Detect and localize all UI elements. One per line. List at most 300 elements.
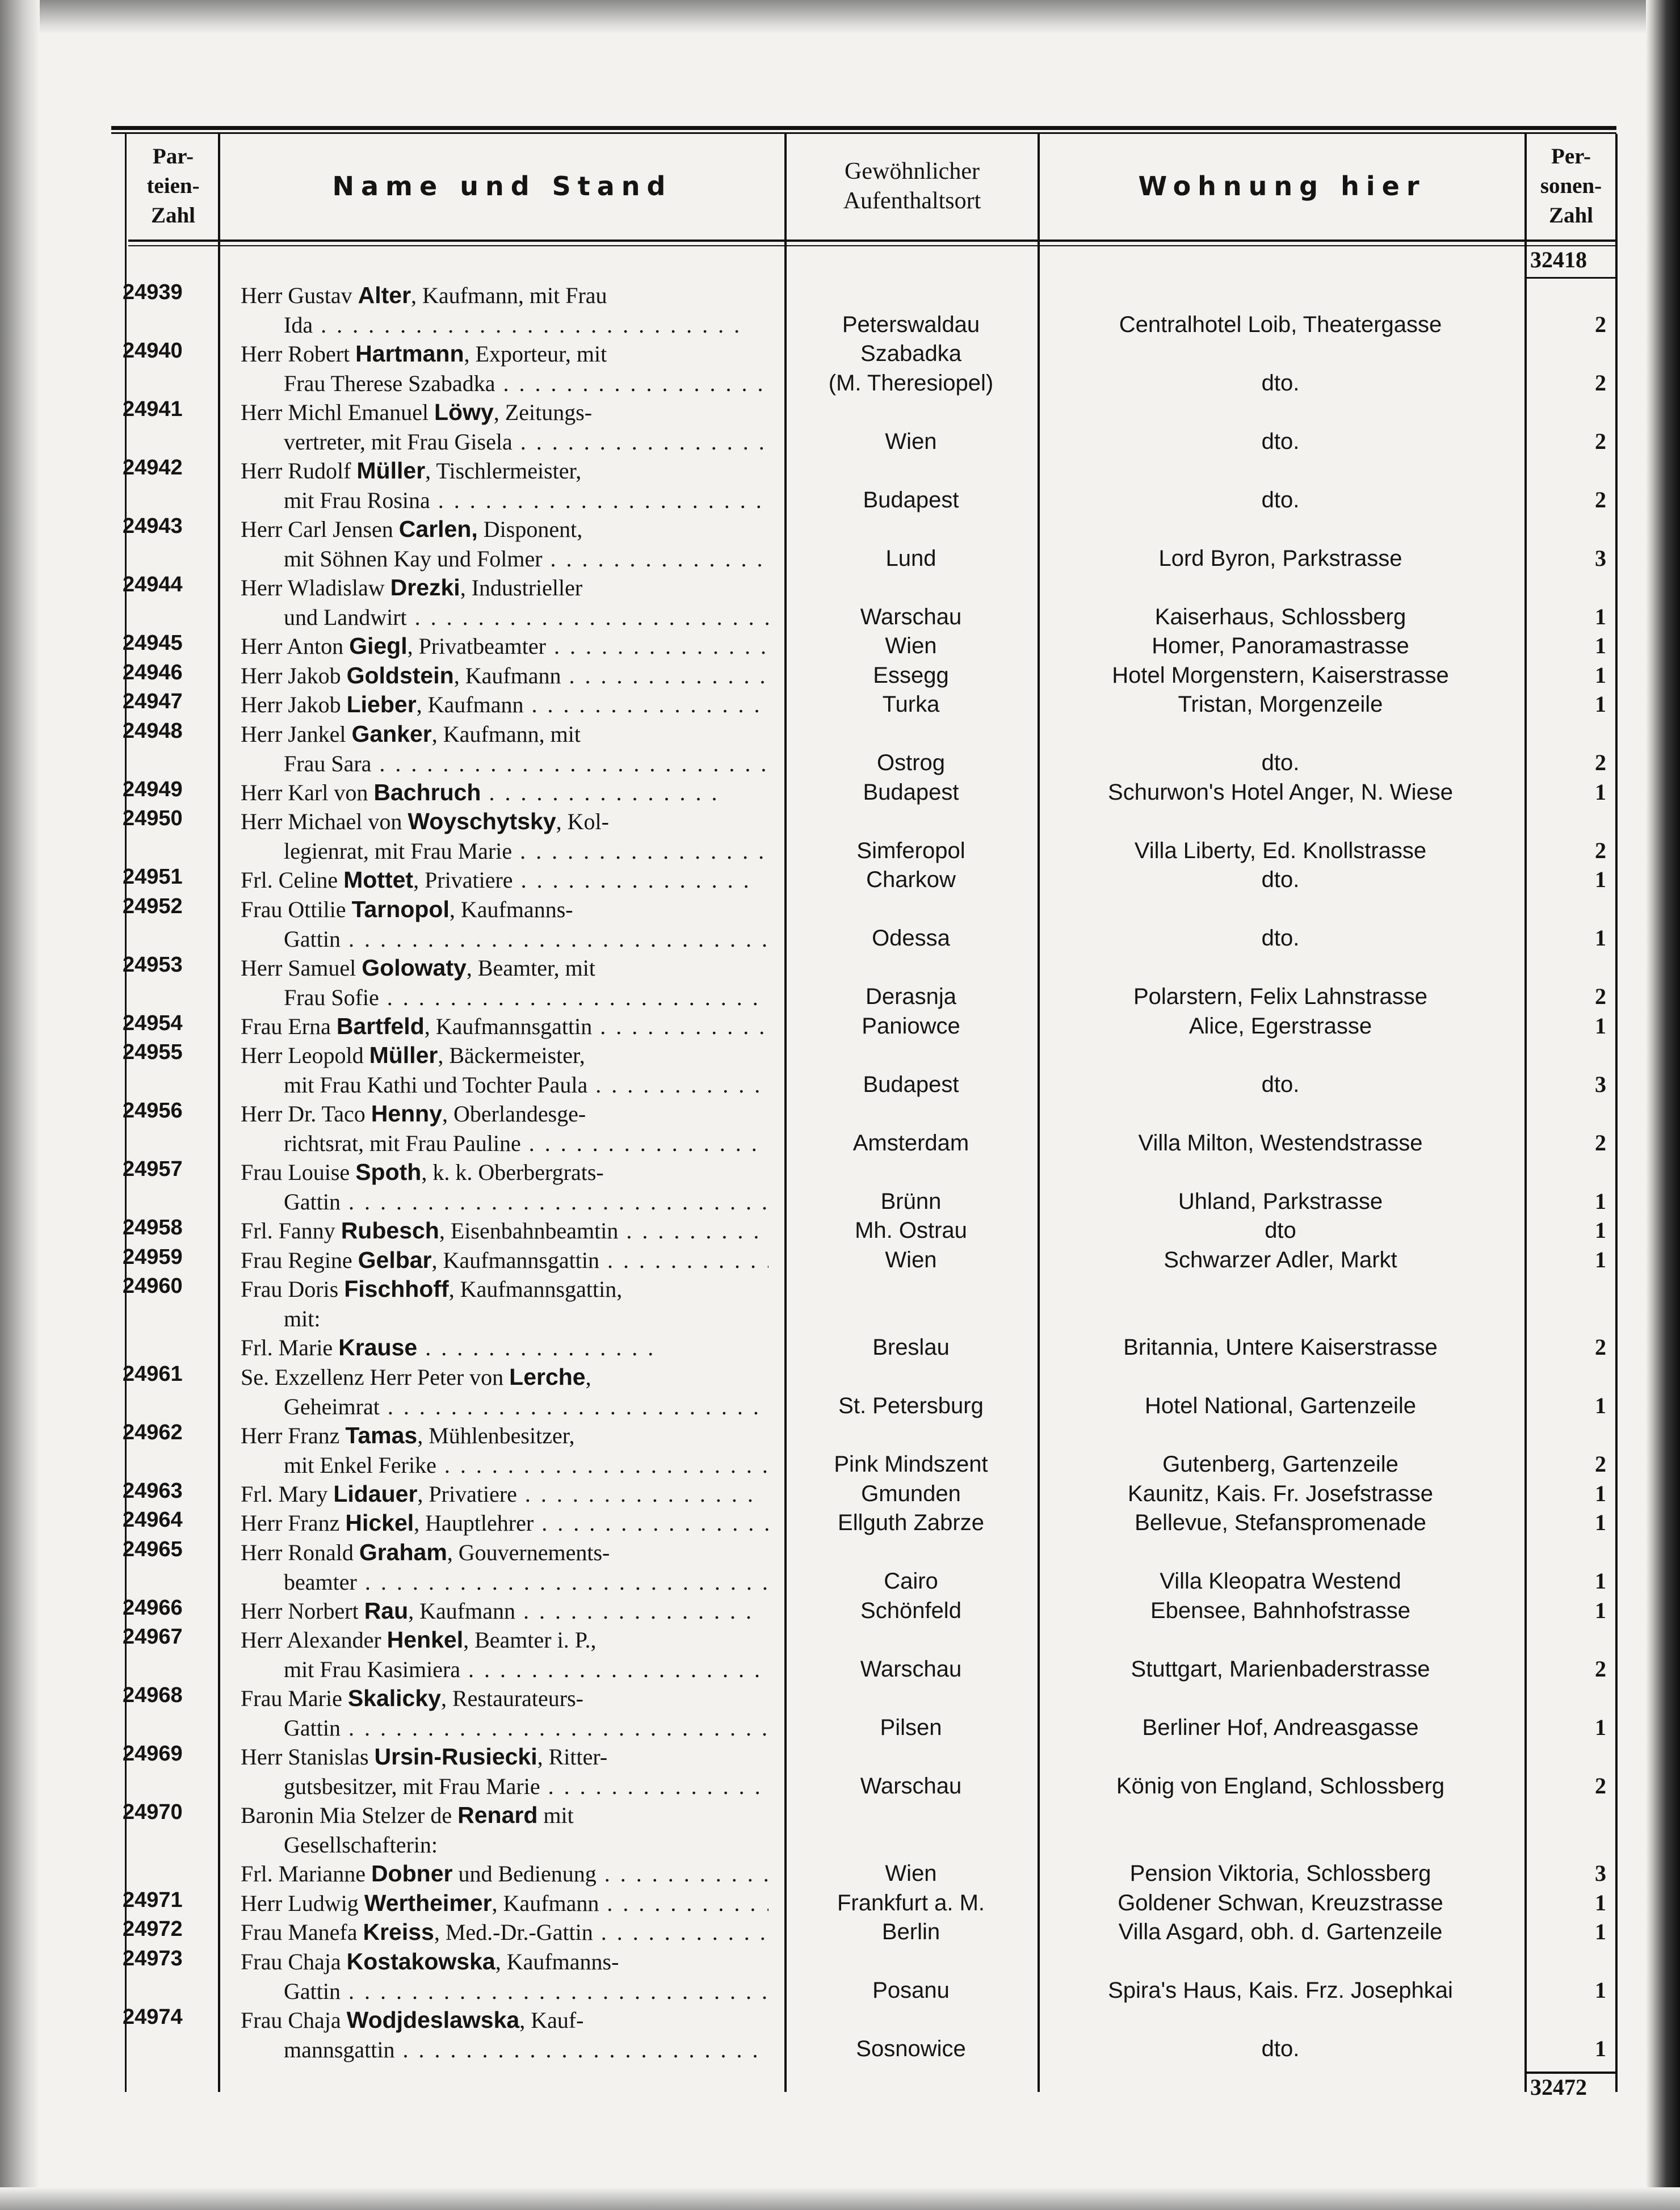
- party-number: 24967: [123, 1625, 183, 1649]
- guest-name-and-status: [241, 573, 768, 632]
- name-prefix: Herr Dr. Taco: [241, 1101, 371, 1127]
- party-number: 24950: [123, 806, 183, 830]
- table-row: [0, 1421, 1680, 1479]
- table-row: [0, 1683, 1680, 1742]
- surname: Woyschytsky: [408, 808, 556, 834]
- surname: Gelbar: [358, 1246, 432, 1273]
- surname: Alter: [358, 282, 411, 308]
- local-dwelling: Goldener Schwan, Kreuzstrasse: [1118, 1890, 1443, 1915]
- usual-residence: Sosnowice: [856, 2036, 966, 2061]
- name-prefix: Frl. Mary: [241, 1481, 334, 1507]
- name-prefix: Herr Norbert: [241, 1598, 364, 1624]
- guest-name-and-status: [241, 280, 768, 340]
- surname: Tamas: [345, 1422, 418, 1448]
- name-suffix: , Kaufmann: [408, 1598, 515, 1624]
- header-party-number: [128, 136, 218, 236]
- surname: Bachruch: [373, 779, 481, 805]
- usual-residence: Budapest: [863, 1072, 959, 1097]
- surname: Lieber: [346, 691, 417, 717]
- party-number: 24946: [123, 660, 183, 684]
- local-dwelling: Alice, Egerstrasse: [1188, 1013, 1372, 1039]
- local-dwelling: dto.: [1261, 1072, 1300, 1097]
- name-prefix: Herr Leopold: [241, 1043, 369, 1068]
- local-dwelling: Villa Kleopatra Westend: [1160, 1569, 1401, 1594]
- party-number: 24940: [123, 339, 183, 363]
- local-dwelling: Schurwon's Hotel Anger, N. Wiese: [1108, 779, 1453, 805]
- name-prefix: Herr Ludwig: [241, 1890, 364, 1916]
- persons-count: 1: [1595, 925, 1606, 951]
- surname: Spoth: [355, 1159, 422, 1185]
- table-row: [0, 1362, 1680, 1421]
- table-row: [0, 2005, 1680, 2064]
- surname: Goldstein: [346, 662, 454, 688]
- party-number: 24948: [123, 719, 183, 743]
- name-prefix: Herr Samuel: [241, 955, 362, 981]
- name-continuation: Frau Sofie . . .: [241, 983, 768, 1012]
- local-dwelling: Schwarzer Adler, Markt: [1164, 1247, 1397, 1272]
- persons-count: 2: [1595, 1656, 1606, 1682]
- persons-count: 2: [1595, 1334, 1606, 1360]
- surname: Ursin-Rusiecki: [374, 1743, 537, 1770]
- header-persons: [1527, 136, 1615, 236]
- name-prefix: Frau Doris: [241, 1276, 345, 1302]
- name-suffix: , Eisenbahnbeamtin: [439, 1218, 619, 1243]
- usual-residence: Derasnja: [865, 984, 957, 1009]
- name-suffix: , Kaufmanns-: [449, 896, 573, 922]
- usual-residence: Warschau: [860, 1773, 962, 1799]
- usual-residence: Brünn: [880, 1188, 942, 1214]
- name-suffix: , Kaufmann, mit: [431, 721, 581, 747]
- local-dwelling: Hotel National, Gartenzeile: [1144, 1393, 1417, 1418]
- table-row: [0, 719, 1680, 778]
- table-row: [0, 339, 1680, 397]
- name-continuation: mit Enkel Ferike . . .: [241, 1451, 768, 1480]
- usual-residence: Wien: [885, 1861, 937, 1886]
- name-suffix: , Kaufmann: [492, 1890, 599, 1916]
- usual-residence: Warschau: [860, 1656, 962, 1682]
- guest-name-and-status: [241, 1859, 768, 1889]
- header-dwelling-label: Wohnung hier: [1138, 170, 1426, 201]
- table-row: [0, 894, 1680, 953]
- table-row: [0, 1099, 1680, 1157]
- persons-count: 2: [1595, 1772, 1606, 1799]
- name-suffix: , Privatiere: [413, 867, 513, 893]
- party-number: 24944: [123, 573, 183, 596]
- usual-residence: Peterswaldau: [842, 312, 980, 337]
- name-prefix: Herr Anton: [241, 633, 350, 659]
- local-dwelling: dto.: [1261, 867, 1300, 892]
- party-number: 24945: [123, 631, 183, 655]
- guest-name-and-status: [241, 1479, 768, 1509]
- name-continuation: und Landwirt . . .: [241, 603, 768, 632]
- name-continuation: vertreter, mit Frau Gisela . . .: [241, 427, 768, 457]
- party-number: 24942: [123, 456, 183, 480]
- name-continuation: Gattin . . .: [241, 1187, 768, 1217]
- table-row: [0, 631, 1680, 661]
- surname: Lidauer: [333, 1480, 418, 1507]
- name-suffix: und Bedienung: [452, 1861, 597, 1887]
- name-suffix: Disponent,: [477, 516, 583, 542]
- guest-name-and-status: [241, 1917, 768, 1947]
- local-dwelling: Bellevue, Stefanspromenade: [1135, 1510, 1426, 1535]
- usual-residence: Charkow: [866, 867, 956, 892]
- name-suffix: ,: [585, 1364, 591, 1390]
- guest-name-and-status: [241, 1099, 768, 1158]
- table-row: [0, 280, 1680, 339]
- name-continuation: Gesellschafterin:: [284, 1832, 438, 1858]
- persons-count: 2: [1595, 984, 1606, 1009]
- party-number: 24960: [123, 1274, 183, 1298]
- surname: Rau: [364, 1597, 409, 1624]
- name-suffix: , Beamter, mit: [466, 955, 596, 981]
- persons-count: 1: [1595, 1510, 1606, 1535]
- usual-residence: Simferopol: [856, 838, 965, 863]
- party-number: 24939: [123, 280, 183, 304]
- persons-count: 1: [1595, 633, 1606, 658]
- name-continuation: Gattin . . .: [241, 1713, 768, 1743]
- table-row: [0, 1245, 1680, 1275]
- table-row: [0, 778, 1680, 807]
- name-prefix: Baronin Mia Stelzer de: [241, 1803, 458, 1828]
- surname: Lerche: [509, 1363, 586, 1390]
- party-number: 24972: [123, 1917, 183, 1941]
- surname: Hartmann: [355, 341, 464, 367]
- party-number: 24965: [123, 1537, 183, 1561]
- surname: Krause: [338, 1334, 418, 1360]
- party-number: 24962: [123, 1420, 183, 1444]
- guest-name-and-status: [241, 2005, 768, 2065]
- usual-residence: Frankfurt a. M.: [837, 1890, 985, 1915]
- name-continuation: Geheimrat . . .: [241, 1392, 768, 1422]
- persons-count: 3: [1595, 1860, 1606, 1886]
- persons-count: 2: [1595, 486, 1606, 512]
- surname: Renard: [457, 1802, 538, 1828]
- name-suffix: , Med.-Dr.-Gattin: [434, 1919, 593, 1945]
- name-suffix: , k. k. Oberbergrats-: [421, 1159, 604, 1185]
- guest-name-and-status: [241, 1508, 768, 1538]
- persons-count: 2: [1595, 837, 1606, 863]
- table-row: [0, 1537, 1680, 1596]
- usual-residence: Pilsen: [880, 1715, 942, 1740]
- name-prefix: Herr Rudolf: [241, 458, 357, 484]
- persons-count: 2: [1595, 1451, 1606, 1477]
- name-continuation: Gattin . . .: [241, 925, 768, 954]
- persons-count: 2: [1595, 428, 1606, 454]
- top-double-rule: [111, 126, 1616, 130]
- name-suffix: , Gouvernements-: [447, 1539, 610, 1565]
- guest-name-and-status: [241, 631, 768, 661]
- party-number: 24974: [123, 2005, 183, 2029]
- local-dwelling: Britannia, Untere Kaiserstrasse: [1123, 1335, 1438, 1360]
- persons-count: 3: [1595, 545, 1606, 571]
- usual-residence: Ellguth Zabrze: [838, 1510, 984, 1535]
- persons-count: 1: [1595, 662, 1606, 688]
- usual-residence: St. Petersburg: [838, 1393, 984, 1418]
- party-number: 24961: [123, 1362, 183, 1386]
- persons-count: 1: [1595, 1188, 1606, 1214]
- name-prefix: Frau Ottilie: [241, 896, 352, 922]
- name-prefix: Herr Robert: [241, 341, 356, 367]
- surname: Henkel: [387, 1627, 464, 1653]
- party-number: 24951: [123, 865, 183, 889]
- usual-residence: Posanu: [872, 1978, 950, 2003]
- persons-count: 2: [1595, 311, 1606, 337]
- local-dwelling: Uhland, Parkstrasse: [1178, 1188, 1383, 1214]
- persons-count: 1: [1595, 691, 1606, 717]
- usual-residence: Wien: [885, 633, 937, 658]
- name-suffix: , Hauptlehrer: [414, 1510, 534, 1536]
- table-row: [0, 1859, 1680, 1888]
- header-bottom-rule: [128, 240, 1615, 242]
- name-prefix: Herr Franz: [241, 1510, 346, 1536]
- persons-count: 1: [1595, 1919, 1606, 1944]
- party-number: 24969: [123, 1742, 183, 1766]
- guest-name-and-status: [241, 690, 768, 720]
- name-prefix: Frau Regine: [241, 1247, 358, 1273]
- top-rule-thin: [111, 132, 1616, 134]
- guest-name-and-status: [241, 1683, 768, 1743]
- surname: Giegl: [349, 633, 408, 659]
- name-prefix: Frl. Fanny: [241, 1218, 341, 1243]
- name-prefix: Frau Erna: [241, 1013, 337, 1039]
- name-prefix: Herr Wladislaw: [241, 575, 390, 600]
- guest-name-and-status: [241, 1742, 768, 1801]
- usual-residence: Gmunden: [861, 1481, 961, 1506]
- guest-name-and-status: [241, 1274, 768, 1334]
- name-continuation: beamter . . .: [241, 1568, 768, 1597]
- table-row: [0, 397, 1680, 456]
- name-suffix: , Oberlandesge-: [442, 1101, 586, 1127]
- local-dwelling: Polarstern, Felix Lahnstrasse: [1133, 984, 1427, 1009]
- name-prefix: Herr Jakob: [241, 692, 347, 717]
- local-dwelling: dto.: [1261, 428, 1300, 454]
- name-suffix: mit: [537, 1803, 574, 1828]
- local-dwelling: Kaiserhaus, Schlossberg: [1154, 604, 1406, 629]
- name-suffix: , Kaufmanns-: [495, 1948, 619, 1974]
- header-persons-label: Per- sonen- Zahl: [1540, 144, 1602, 228]
- usual-residence: Schönfeld: [860, 1598, 961, 1623]
- name-suffix: , Zeitungs-: [493, 400, 593, 425]
- party-number: 24964: [123, 1508, 183, 1532]
- surname: Löwy: [434, 399, 494, 425]
- name-prefix: Frl. Celine: [241, 867, 344, 893]
- carry-out-total: 32472: [1530, 2074, 1587, 2100]
- guest-name-and-status: [241, 1216, 768, 1246]
- guest-name-and-status: [241, 661, 768, 691]
- guest-name-and-status: [241, 953, 768, 1012]
- surname: Rubesch: [341, 1217, 439, 1243]
- guest-name-and-status: [241, 1333, 768, 1363]
- table-row: [0, 1479, 1680, 1509]
- table-row: [0, 661, 1680, 690]
- guest-name-and-status: [241, 1040, 768, 1100]
- surname: Hickel: [345, 1510, 414, 1536]
- name-suffix: , Restaurateurs-: [440, 1686, 583, 1711]
- name-continuation: richtsrat, mit Frau Pauline . . .: [241, 1129, 768, 1158]
- persons-count: 1: [1595, 2036, 1606, 2061]
- persons-count: 1: [1595, 1393, 1606, 1418]
- surname: Fischhoff: [344, 1276, 449, 1302]
- header-dwelling: [1040, 136, 1524, 236]
- name-continuation: mit Frau Kasimiera . . .: [241, 1655, 768, 1684]
- table-row: [0, 514, 1680, 573]
- name-prefix: Herr Ronald: [241, 1539, 359, 1565]
- party-number: 24970: [123, 1800, 183, 1824]
- party-number: 24963: [123, 1478, 183, 1503]
- party-number: 24955: [123, 1040, 183, 1064]
- local-dwelling: Villa Milton, Westendstrasse: [1138, 1130, 1423, 1156]
- name-continuation: mit:: [284, 1306, 321, 1331]
- name-prefix: Herr Alexander: [241, 1627, 387, 1653]
- name-continuation: legienrat, mit Frau Marie . . .: [241, 837, 768, 866]
- local-dwelling: dto.: [1261, 487, 1300, 512]
- guest-name-and-status: [241, 894, 768, 954]
- local-dwelling: Pension Viktoria, Schlossberg: [1129, 1861, 1431, 1886]
- surname: Kreiss: [363, 1919, 434, 1945]
- surname: Kostakowska: [346, 1948, 495, 1974]
- guest-name-and-status: [241, 1888, 768, 1918]
- name-prefix: Herr Karl von: [241, 779, 374, 805]
- table-row: [0, 1157, 1680, 1216]
- table-row: [0, 1333, 1680, 1362]
- name-suffix: , Kaufmannsgattin: [431, 1247, 600, 1273]
- persons-count: 2: [1595, 369, 1606, 396]
- table-row: [0, 690, 1680, 719]
- local-dwelling: dto.: [1261, 750, 1300, 775]
- surname: Müller: [356, 457, 426, 484]
- guest-name-and-status: [241, 806, 768, 866]
- party-number: 24956: [123, 1099, 183, 1123]
- header-place: [787, 136, 1038, 236]
- table-row: [0, 1596, 1680, 1625]
- table-row: [0, 1888, 1680, 1918]
- party-number: 24966: [123, 1595, 183, 1620]
- name-prefix: Frl. Marianne: [241, 1861, 371, 1887]
- guest-name-and-status: [241, 339, 768, 398]
- party-number: 24947: [123, 690, 183, 713]
- guest-name-and-status: [241, 1011, 768, 1041]
- persons-count: 1: [1595, 1977, 1606, 2003]
- name-prefix: Frau Louise: [241, 1159, 356, 1185]
- header-party-number-label: Par- teien- Zahl: [146, 144, 200, 228]
- persons-count: 1: [1595, 867, 1606, 892]
- party-number: 24952: [123, 894, 183, 918]
- guest-name-and-status: [241, 778, 768, 808]
- table-row: [0, 1917, 1680, 1947]
- local-dwelling: dto.: [1261, 926, 1300, 951]
- party-number: 24959: [123, 1245, 183, 1269]
- guest-name-and-status: [241, 1537, 768, 1597]
- table-row: [0, 1274, 1680, 1333]
- table-row: [0, 1800, 1680, 1859]
- table-row: [0, 1011, 1680, 1041]
- usual-residence: Breslau: [872, 1335, 950, 1360]
- header-place-label: Gewöhnlicher Aufenthaltsort: [843, 158, 981, 214]
- name-continuation: Gattin . . .: [241, 1977, 768, 2006]
- persons-count: 1: [1595, 1246, 1606, 1272]
- surname: Wodjdeslawska: [346, 2006, 520, 2033]
- local-dwelling: Gutenberg, Gartenzeile: [1162, 1452, 1398, 1477]
- name-suffix: , Kaufmann: [453, 662, 561, 688]
- party-number: 24968: [123, 1683, 183, 1707]
- guest-name-and-status: [241, 865, 768, 895]
- name-continuation: mit Söhnen Kay und Folmer . . .: [241, 544, 768, 574]
- guest-name-and-status: [241, 1362, 768, 1422]
- local-dwelling: Kaunitz, Kais. Fr. Josefstrasse: [1128, 1481, 1433, 1506]
- usual-residence: Wien: [885, 428, 937, 454]
- local-dwelling: Homer, Panoramastrasse: [1152, 633, 1409, 658]
- name-prefix: Frau Marie: [241, 1686, 348, 1711]
- persons-count: 1: [1595, 603, 1606, 629]
- usual-residence: Lund: [885, 545, 936, 571]
- name-continuation: mannsgattin . . .: [241, 2035, 768, 2065]
- guest-name-and-status: [241, 1596, 768, 1626]
- name-continuation: gutsbesitzer, mit Frau Marie . . .: [241, 1772, 768, 1801]
- usual-residence: Odessa: [872, 926, 950, 951]
- scan-edge-bottom: [0, 2187, 1680, 2210]
- name-suffix: , Privatbeamter: [407, 633, 546, 659]
- guest-name-and-status: [241, 1625, 768, 1684]
- name-suffix: , Beamter i. P.,: [463, 1627, 597, 1653]
- table-row: [0, 865, 1680, 894]
- party-number: 24949: [123, 777, 183, 801]
- surname: Ganker: [351, 720, 432, 747]
- usual-residence: Wien: [885, 1247, 937, 1272]
- usual-residence: Turka: [882, 692, 940, 717]
- name-suffix: , Privatiere: [417, 1481, 517, 1507]
- usual-residence: Essegg: [873, 662, 949, 688]
- name-prefix: Se. Exzellenz Herr Peter von: [241, 1364, 510, 1390]
- name-prefix: Herr Jankel: [241, 721, 352, 747]
- name-prefix: Herr Carl Jensen: [241, 516, 399, 542]
- surname: Müller: [369, 1042, 438, 1068]
- persons-count: 1: [1595, 1012, 1606, 1039]
- usual-residence: Berlin: [881, 1919, 940, 1944]
- name-suffix: , Kauf-: [519, 2007, 584, 2033]
- surname: Golowaty: [362, 954, 467, 981]
- name-suffix: , Exporteur, mit: [464, 341, 607, 367]
- name-suffix: , Kol-: [556, 809, 609, 834]
- sum-rule-top: [1527, 277, 1615, 279]
- name-continuation: mit Frau Kathi und Tochter Paula . . .: [241, 1070, 768, 1100]
- name-suffix: , Kaufmann: [416, 692, 524, 717]
- surname: Bartfeld: [336, 1012, 425, 1039]
- surname: Tarnopol: [351, 896, 450, 922]
- local-dwelling: Berliner Hof, Andreasgasse: [1142, 1715, 1419, 1740]
- persons-count: 2: [1595, 1129, 1606, 1156]
- name-suffix: , Tischlermeister,: [425, 458, 582, 484]
- surname: Henny: [371, 1100, 443, 1127]
- name-suffix: , Industrieller: [460, 575, 583, 600]
- guest-name-and-status: [241, 719, 768, 779]
- surname: Carlen,: [398, 516, 478, 542]
- table-row: [0, 456, 1680, 514]
- usual-residence: Mh. Ostrau: [855, 1218, 967, 1243]
- table-row: [0, 806, 1680, 865]
- local-dwelling: König von England, Schlossberg: [1116, 1773, 1445, 1799]
- party-number: 24953: [123, 952, 183, 977]
- name-suffix: , Kaufmann, mit Frau: [411, 283, 607, 308]
- local-dwelling: dto.: [1261, 370, 1300, 396]
- local-dwelling: Villa Liberty, Ed. Knollstrasse: [1134, 838, 1427, 863]
- party-number: 24943: [123, 514, 183, 538]
- name-prefix: Herr Michl Emanuel: [241, 400, 434, 425]
- table-row: [0, 1508, 1680, 1537]
- header-bottom-rule-2: [128, 245, 1615, 246]
- party-number: 24941: [123, 397, 183, 421]
- local-dwelling: dto.: [1261, 2036, 1300, 2061]
- usual-residence: Warschau: [860, 604, 962, 629]
